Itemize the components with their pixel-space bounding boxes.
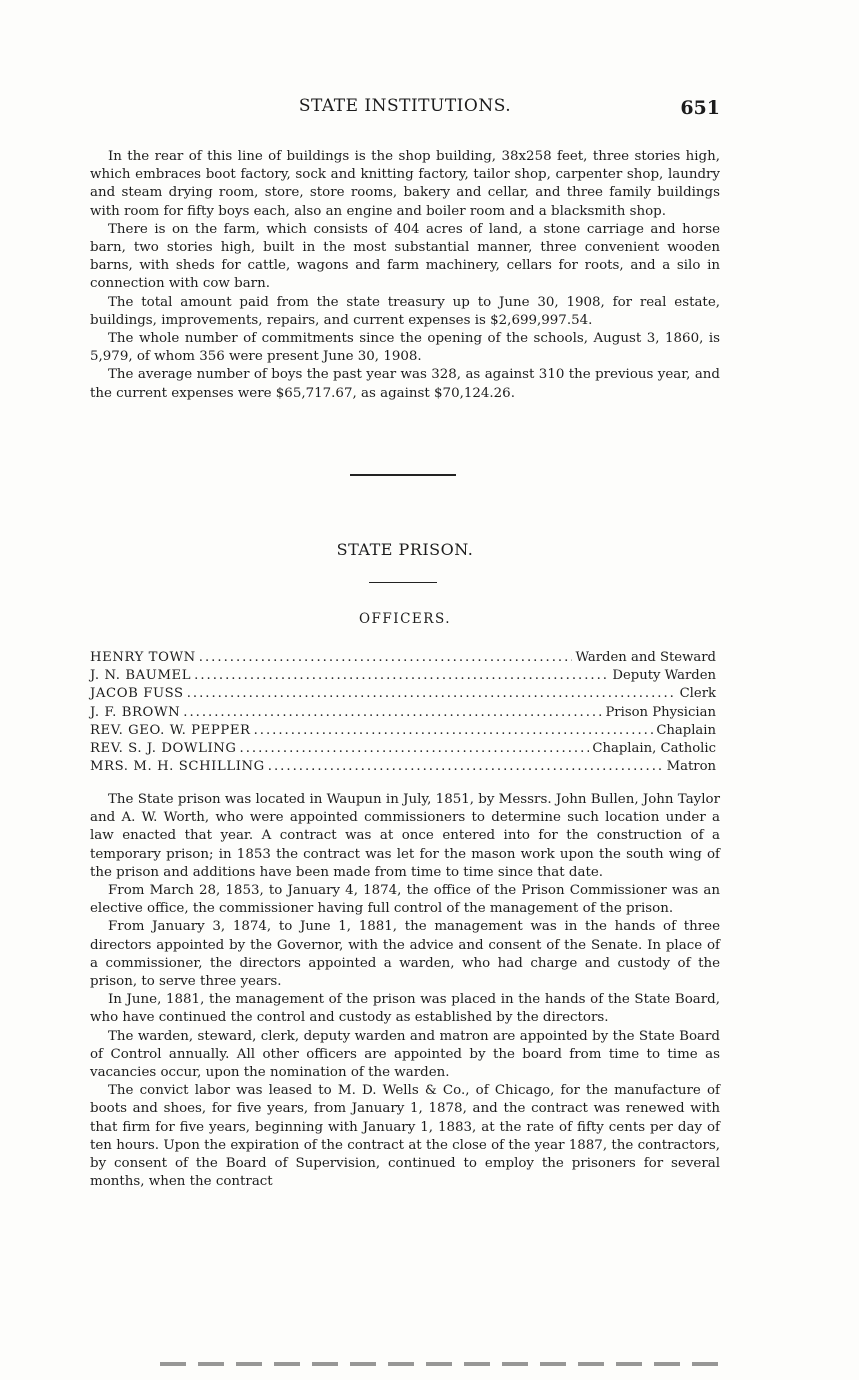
- dot-leader: [268, 758, 664, 776]
- dot-leader: [199, 649, 573, 667]
- paragraph-commissioner: From March 28, 1853, to January 4, 1874, the office of the Prison Commissioner was an elective office, the commissioner having full control of the management of the prison.: [90, 883, 720, 917]
- paragraph-convict-labor: The convict labor was leased to M. D. Wells & Co., of Chicago, for the manufacture of boots and shoes, for five years, from January 1, 1878, and the contract was renewed with that firm for five years, beginning with January 1, 1883, at the rate of fifty cents per day of ten hours. Upon the expiration of the contract at the close of the year 1887, the contractors, by consent of the Board of Supervision, continued to employ the prisoners for several months, when the contract: [90, 1083, 720, 1190]
- officers-heading: OFFICERS.: [358, 611, 452, 627]
- prison-history-text: [90, 791, 720, 1191]
- running-title: STATE INSTITUTIONS.: [298, 96, 512, 116]
- section-title: STATE PRISON.: [336, 540, 474, 559]
- officer-role: Chaplain, Catholic: [592, 740, 716, 756]
- page-number: 651: [680, 97, 720, 119]
- dot-leader: [194, 667, 609, 685]
- running-head: [90, 96, 720, 120]
- officer-role: Chaplain: [656, 722, 716, 738]
- officer-row: [90, 722, 716, 740]
- officer-role: Deputy Warden: [612, 668, 716, 684]
- paragraph-location: The State prison was located in Waupun in July, 1851, by Messrs. John Bullen, John Taylor and A. W. Worth, who were appointed commissioners to determine such location under a law enacted that year. A contract was at once entered into for the construction of a temporary prison; in 1853 the contract was let for the mason work upon the south wing of the prison and additions have been made from time to time since that date.: [90, 792, 720, 880]
- paragraph-farm: There is on the farm, which consists of 404 acres of land, a stone carriage and horse barn, two stories high, built in the most substantial manner, three convenient wooden barns, with sheds for cattle, wagons and farm machinery, cellars for roots, and a silo in connection with cow barn.: [90, 221, 720, 292]
- officer-row: [90, 758, 716, 776]
- officer-role: Clerk: [679, 686, 716, 702]
- paragraph-appointments: The warden, steward, clerk, deputy warden and matron are appointed by the State Board of Control annually. All other officers are appointed by the board from time to time as vacancies occur, upon the nomination of the warden.: [90, 1028, 720, 1081]
- dot-leader: [240, 740, 590, 758]
- officer-name: J. F. BROWN: [90, 704, 181, 720]
- paragraph-state-board: In June, 1881, the management of the prison was placed in the hands of the State Board, who have continued the control and custody as established by the directors.: [90, 992, 720, 1026]
- section-divider: [350, 474, 456, 476]
- intro-text: [90, 148, 720, 403]
- officer-name: REV. S. J. DOWLING: [90, 740, 237, 756]
- scan-artifact-dashes: [160, 1362, 720, 1366]
- paragraph-shop-building: In the rear of this line of buildings is the shop building, 38x258 feet, three stories high, which embraces boot factory, sock and knitting factory, tailor shop, carpenter shop, laundry and steam drying room, store, store rooms, bakery and cellar, and three family buildings with room for fifty boys each, also an engine and boiler room and a blacksmith shop.: [90, 149, 720, 219]
- officer-row: [90, 740, 716, 758]
- officer-name: MRS. M. H. SCHILLING: [90, 759, 265, 775]
- paragraph-average-boys: The average number of boys the past year was 328, as against 310 the previous year, and the current expenses were $65,717.67, as against $70,124.26.: [90, 367, 720, 401]
- paragraph-commitments: The whole number of commitments since the opening of the schools, August 3, 1860, is 5,979, of whom 356 were present June 30, 1908.: [90, 331, 720, 365]
- officer-row: [90, 685, 716, 703]
- officers-list: [90, 649, 716, 776]
- officer-role: Matron: [666, 759, 716, 775]
- officer-name: REV. GEO. W. PEPPER: [90, 722, 251, 738]
- dot-leader: [254, 722, 654, 740]
- officer-row: [90, 667, 716, 685]
- paragraph-treasury-total: The total amount paid from the state treasury up to June 30, 1908, for real estate, buildings, improvements, repairs, and current expenses is $2,699,997.54.: [90, 294, 720, 328]
- officer-name: HENRY TOWN: [90, 650, 196, 665]
- officer-name: J. N. BAUMEL: [90, 668, 192, 684]
- officer-name: JACOB FUSS: [90, 686, 184, 702]
- dot-leader: [183, 704, 602, 722]
- dot-leader: [187, 685, 677, 703]
- officer-role: Warden and Steward: [575, 650, 716, 665]
- officer-row: [90, 704, 716, 722]
- officer-row: [90, 649, 716, 667]
- officer-role: Prison Physician: [605, 704, 716, 720]
- title-underline: [369, 582, 437, 583]
- paragraph-directors: From January 3, 1874, to June 1, 1881, the management was in the hands of three directors appointed by the Governor, with the advice and consent of the Senate. In place of a commissioner, the directors appointed a warden, who had charge and custody of the prison, to serve three years.: [90, 919, 720, 990]
